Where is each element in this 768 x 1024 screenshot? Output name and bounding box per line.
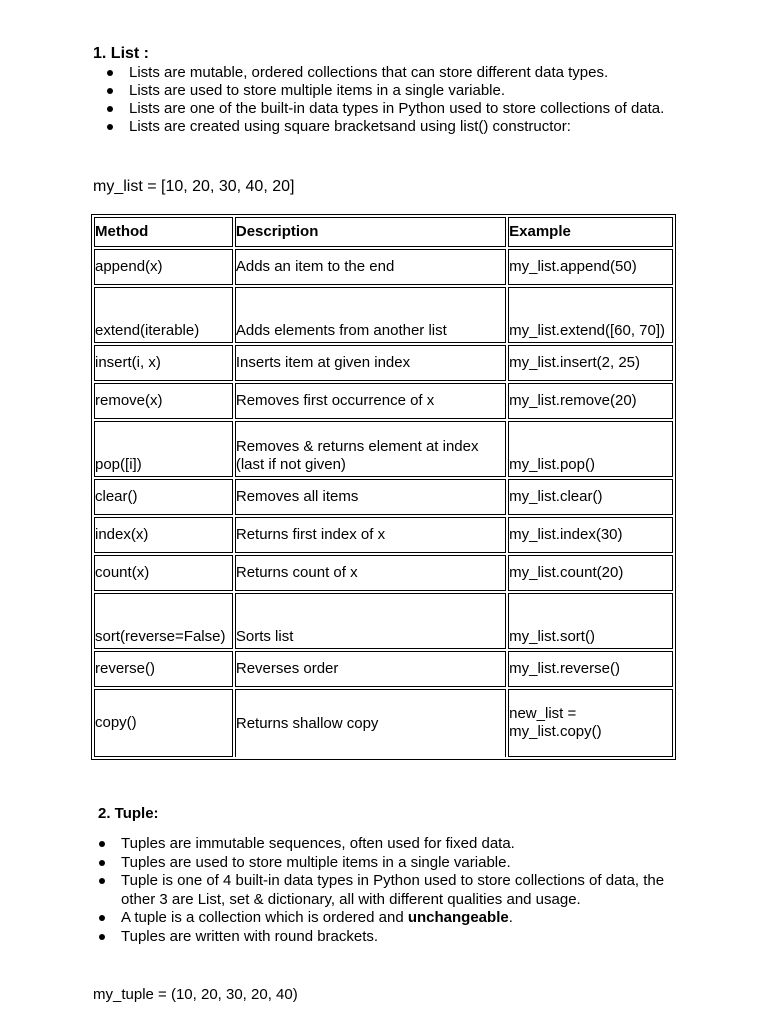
list-bullet-list: [129, 64, 689, 136]
list-item: Tuples are immutable sequences, often used for fixed data.: [121, 835, 681, 854]
description-cell: Removes all items: [235, 479, 506, 515]
list-item: Lists are used to store multiple items in a single variable.: [129, 82, 689, 100]
list-item: Tuples are used to store multiple items in a single variable.: [121, 854, 681, 873]
description-cell: Returns first index of x: [235, 517, 506, 553]
method-cell: append(x): [94, 249, 233, 285]
list-item: Tuple is one of 4 built-in data types in Python used to store collections of data, the other 3 are List, set & dictionary, all with different qualities and usage.: [121, 872, 666, 909]
list-item: Lists are created using square bracketsand using list() constructor:: [129, 118, 689, 136]
example-cell: my_list.insert(2, 25): [508, 345, 673, 381]
description-cell: Adds elements from another list: [235, 287, 506, 343]
example-cell: my_list.remove(20): [508, 383, 673, 419]
table-row: [94, 689, 673, 757]
description-cell: Returns count of x: [235, 555, 506, 591]
description-cell: Adds an item to the end: [235, 249, 506, 285]
header-method: Method: [94, 217, 233, 247]
table-header-row: [94, 217, 673, 247]
example-cell: my_list.clear(): [508, 479, 673, 515]
example-cell: my_list.sort(): [508, 593, 673, 649]
bullet-dot-icon: [99, 841, 105, 847]
list-section-title: 1. List :: [93, 45, 150, 62]
header-description: Description: [235, 217, 506, 247]
example-cell: my_list.index(30): [508, 517, 673, 553]
method-cell: insert(i, x): [94, 345, 233, 381]
bullet-dot-icon: [99, 878, 105, 884]
table-row: [94, 249, 673, 285]
tuple-bullet-list: [121, 835, 681, 947]
example-cell: my_list.extend([60, 70]): [508, 287, 673, 343]
method-cell: count(x): [94, 555, 233, 591]
table-row: [94, 651, 673, 687]
description-cell: Reverses order: [235, 651, 506, 687]
list-item: Lists are one of the built-in data types in Python used to store collections of data.: [129, 100, 674, 118]
table-row: [94, 517, 673, 553]
bullet-dot-icon: [99, 860, 105, 866]
method-cell: reverse(): [94, 651, 233, 687]
method-cell: sort(reverse=False): [94, 593, 233, 649]
table-row: [94, 555, 673, 591]
example-cell: my_list.pop(): [508, 421, 673, 477]
header-example: Example: [508, 217, 673, 247]
method-cell: clear(): [94, 479, 233, 515]
method-cell: remove(x): [94, 383, 233, 419]
bullet-dot-icon: [107, 70, 113, 76]
table-row: [94, 479, 673, 515]
bullet-dot-icon: [107, 88, 113, 94]
table-row: [94, 593, 673, 649]
tuple-section-title: 2. Tuple:: [98, 805, 159, 822]
description-cell: Removes first occurrence of x: [235, 383, 506, 419]
list-code-example: my_list = [10, 20, 30, 40, 20]: [93, 178, 295, 195]
method-cell: index(x): [94, 517, 233, 553]
description-cell: Removes & returns element at index (last if not given): [235, 421, 506, 477]
description-cell: Returns shallow copy: [235, 689, 506, 757]
method-cell: copy(): [94, 689, 233, 757]
example-cell: new_list = my_list.copy(): [508, 689, 673, 757]
method-cell: extend(iterable): [94, 287, 233, 343]
table-row: [94, 287, 673, 343]
description-cell: Inserts item at given index: [235, 345, 506, 381]
list-item: A tuple is a collection which is ordered and unchangeable.: [121, 909, 681, 928]
table-row: [94, 383, 673, 419]
table-row: [94, 345, 673, 381]
bullet-dot-icon: [107, 106, 113, 112]
example-cell: my_list.append(50): [508, 249, 673, 285]
bullet-dot-icon: [99, 934, 105, 940]
example-cell: my_list.reverse(): [508, 651, 673, 687]
list-methods-table: [91, 214, 676, 760]
example-cell: my_list.count(20): [508, 555, 673, 591]
bullet-dot-icon: [107, 124, 113, 130]
bold-keyword: unchangeable: [407, 909, 509, 927]
description-cell: Sorts list: [235, 593, 506, 649]
tuple-code-example: my_tuple = (10, 20, 30, 20, 40): [93, 986, 298, 1003]
list-item: Lists are mutable, ordered collections that can store different data types.: [129, 64, 689, 82]
method-cell: pop([i]): [94, 421, 233, 477]
bullet-dot-icon: [99, 915, 105, 921]
table-row: [94, 421, 673, 477]
list-item: Tuples are written with round brackets.: [121, 928, 681, 947]
